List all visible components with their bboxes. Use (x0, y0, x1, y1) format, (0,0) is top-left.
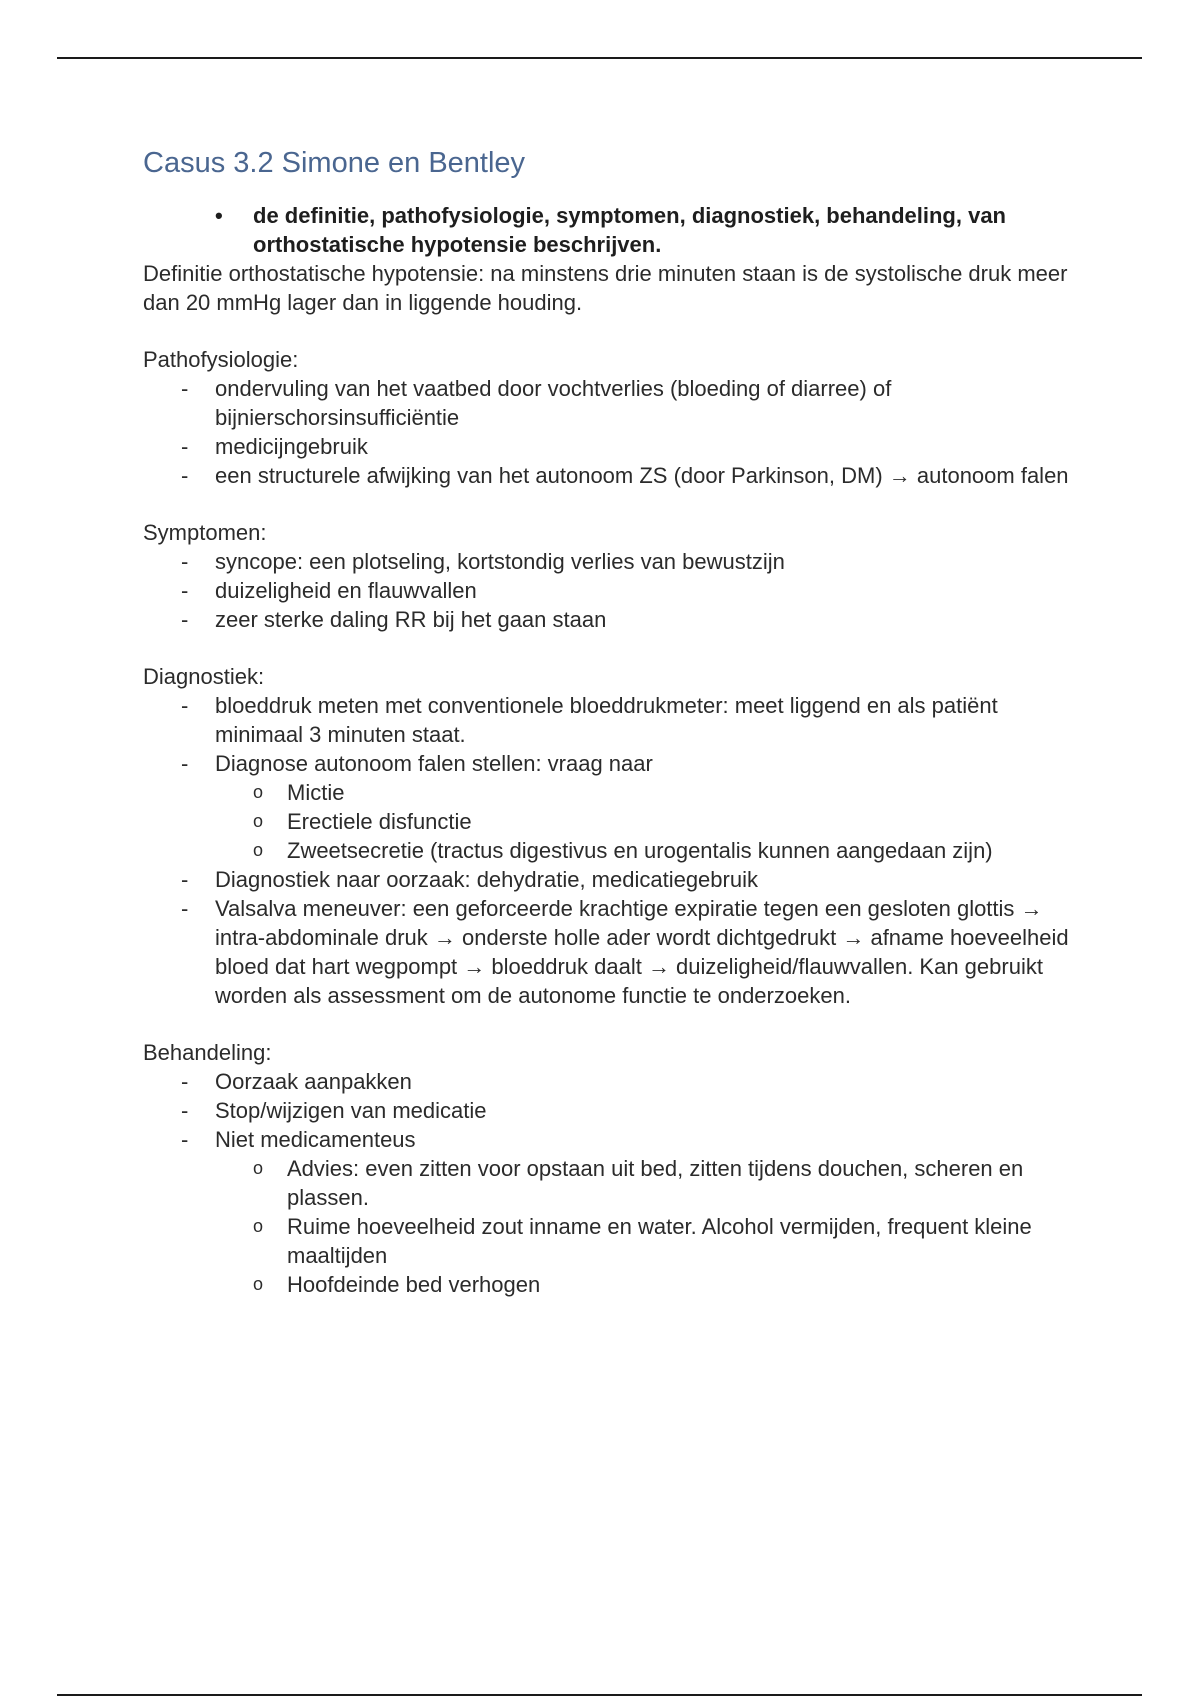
dash-marker: - (181, 578, 189, 603)
section-heading: Pathofysiologie: (143, 347, 299, 372)
list-item-text: duizeligheid en flauwvallen (215, 578, 477, 603)
list-item (143, 894, 1073, 1010)
section-behandeling (143, 1038, 1073, 1299)
list-item-text: Stop/wijzigen van medicatie (215, 1098, 487, 1123)
list-item (143, 1096, 1073, 1125)
sub-list-item-text: Advies: even zitten voor opstaan uit bed, zitten tijdens douchen, scheren en plassen. (287, 1156, 1024, 1210)
list-item-text: Niet medicamenteus (215, 1127, 416, 1152)
list-item-text: medicijngebruik (215, 434, 368, 459)
sub-list-item (143, 1212, 1073, 1270)
list-item (143, 576, 1073, 605)
list-item-text: Diagnose autonoom falen stellen: vraag naar (215, 751, 653, 776)
sub-list (215, 778, 1073, 865)
list-item-text: Diagnostiek naar oorzaak: dehydratie, medicatiegebruik (215, 867, 758, 892)
list-item (143, 547, 1073, 576)
sub-list-item (143, 836, 1073, 865)
dash-marker: - (181, 434, 189, 459)
sub-list-item (143, 807, 1073, 836)
section-heading: Behandeling: (143, 1040, 272, 1065)
top-rule (57, 57, 1142, 59)
learning-objective (143, 201, 1073, 259)
dash-list (143, 691, 1073, 1010)
list-item-text: ondervuling van het vaatbed door vochtverlies (bloeding of diarree) of bijnierschorsinsufficiëntie (215, 376, 892, 430)
sections-container (143, 345, 1073, 1299)
list-item (143, 1125, 1073, 1299)
dash-list (143, 1067, 1073, 1299)
section-symptomen (143, 518, 1073, 634)
page-title: Casus 3.2 Simone en Bentley (143, 147, 526, 179)
sub-list-item-text: Mictie (287, 780, 345, 805)
list-item-text: een structurele afwijking van het autonoom ZS (door Parkinson, DM) → autonoom falen (215, 463, 1069, 488)
document-body (143, 145, 1073, 1299)
list-item (143, 691, 1073, 749)
sub-list-item-text: Ruime hoeveelheid zout inname en water. Alcohol vermijden, frequent kleine maaltijden (287, 1214, 1032, 1268)
dash-marker: - (181, 1127, 189, 1152)
list-item (143, 461, 1073, 490)
list-item-text: syncope: een plotseling, kortstondig verlies van bewustzijn (215, 549, 785, 574)
dash-marker: - (181, 751, 189, 776)
sub-list-item-text: Erectiele disfunctie (287, 809, 472, 834)
circle-marker: o (253, 811, 264, 831)
dash-marker: - (181, 896, 189, 921)
dash-marker: - (181, 867, 189, 892)
dash-marker: - (181, 1069, 189, 1094)
sub-list-item-text: Hoofdeinde bed verhogen (287, 1272, 541, 1297)
circle-marker: o (253, 840, 264, 860)
dash-marker: - (181, 1098, 189, 1123)
sub-list-item (143, 778, 1073, 807)
list-item (143, 749, 1073, 865)
circle-marker: o (253, 782, 264, 802)
dash-marker: - (181, 549, 189, 574)
dash-marker: - (181, 693, 189, 718)
list-item (143, 1067, 1073, 1096)
dash-list (143, 547, 1073, 634)
sub-list-item-text: Zweetsecretie (tractus digestivus en urogentalis kunnen aangedaan zijn) (287, 838, 993, 863)
list-item (143, 605, 1073, 634)
dash-list (143, 374, 1073, 490)
list-item-text: Valsalva meneuver: een geforceerde krachtige expiratie tegen een gesloten glottis → intra-abdominale druk → onderste holle ader wordt dichtgedrukt → afname hoeveelheid bloed dat hart wegpompt → bloeddruk daalt → duizeligheid/flauwvallen. Kan gebruikt worden als assessment om de autonome functie te onderzoeken. (215, 896, 1069, 1008)
list-item-text: Oorzaak aanpakken (215, 1069, 412, 1094)
section-heading: Symptomen: (143, 520, 267, 545)
circle-marker: o (253, 1274, 264, 1294)
list-item-text: zeer sterke daling RR bij het gaan staan (215, 607, 607, 632)
list-item-text: bloeddruk meten met conventionele bloeddrukmeter: meet liggend en als patiënt minimaal 3 minuten staat. (215, 693, 998, 747)
section-pathofysiologie (143, 345, 1073, 490)
section-diagnostiek (143, 662, 1073, 1010)
bottom-rule (57, 1694, 1142, 1696)
circle-marker: o (253, 1158, 264, 1178)
section-heading: Diagnostiek: (143, 664, 265, 689)
dash-marker: - (181, 607, 189, 632)
list-item (143, 374, 1073, 432)
objective-text: de definitie, pathofysiologie, symptomen, diagnostiek, behandeling, van orthostatische hypotensie beschrijven. (253, 203, 1006, 257)
list-item (143, 432, 1073, 461)
dash-marker: - (181, 463, 189, 488)
list-item (143, 865, 1073, 894)
circle-marker: o (253, 1216, 264, 1236)
sub-list-item (143, 1154, 1073, 1212)
sub-list (215, 1154, 1073, 1299)
dash-marker: - (181, 376, 189, 401)
sub-list-item (143, 1270, 1073, 1299)
definition-paragraph: Definitie orthostatische hypotensie: na minstens drie minuten staan is de systolische druk meer dan 20 mmHg lager dan in liggende houding. (143, 261, 1068, 315)
bullet-dot: • (215, 203, 223, 228)
